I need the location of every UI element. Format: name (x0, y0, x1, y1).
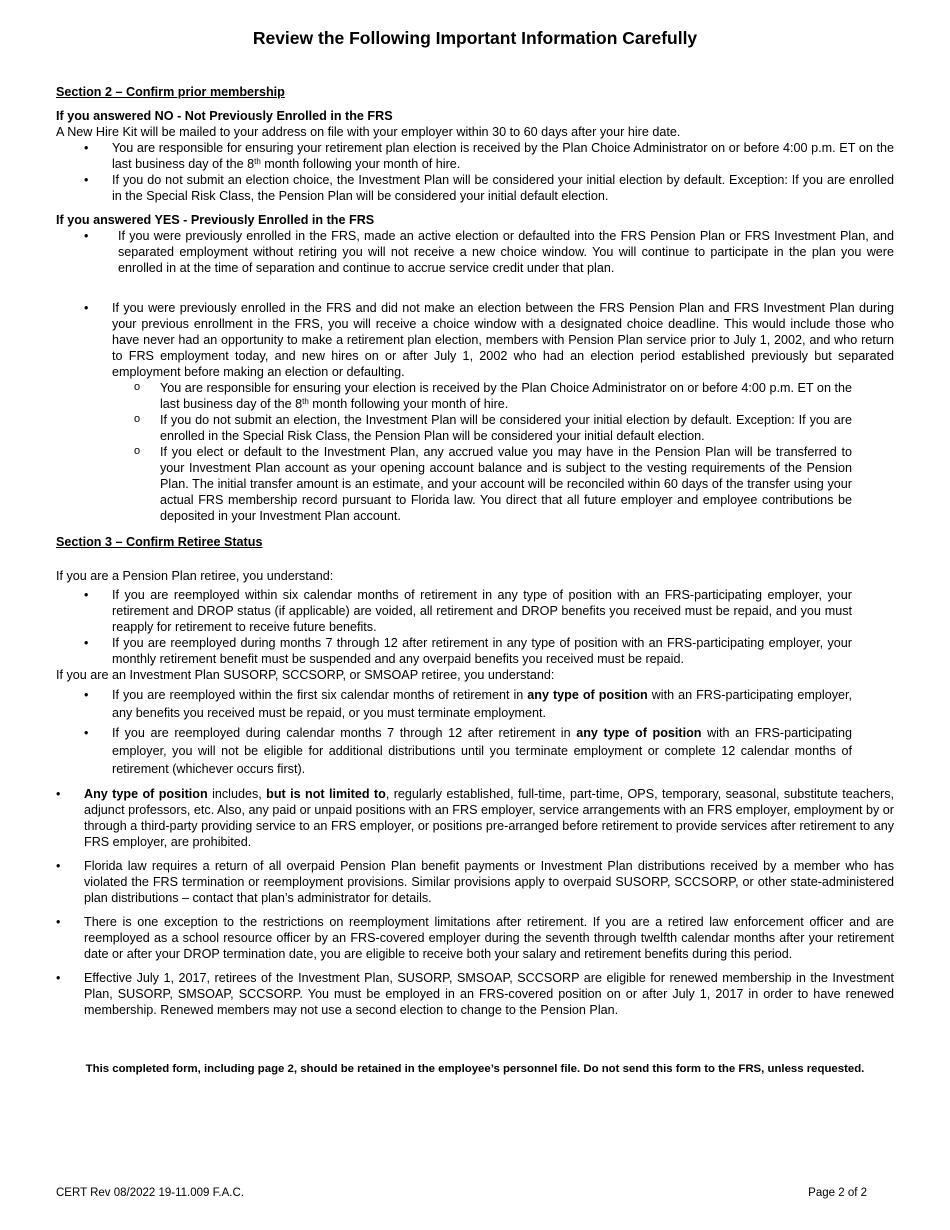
list-item: • Effective July 1, 2017, retirees of the Investment Plan, SUSORP, SMSOAP, SCCSORP are eligible for renewed membership in the Investment Plan, SUSORP, SMSOAP, SCCSORP. You must be employed in an FRS-covered position on or after July 1, 2017 in order to have renewed membership. Renewed members may not use a second election to change to the Pension Plan. (56, 970, 894, 1018)
list-item: • If you are reemployed during months 7 through 12 after retirement in any type of position with an FRS-participating employer, your monthly retirement benefit must be suspended and any overpaid benefits you received must be repaid. (56, 635, 852, 667)
list-item: • Any type of position includes, but is not limited to, regularly established, full-time, part-time, OPS, temporary, seasonal, substitute teachers, adjunct professors, etc. Also, any paid or unpaid positions with an FRS employer, service arrangements with an FRS employer, employment by or through a third-party providing service to an FRS employer, or positions pre-arranged before retirement to provide services after retirement to any FRS employer, are prohibited. (56, 786, 894, 850)
list-item: • There is one exception to the restrictions on reemployment limitations after retirement. If you are a retired law enforcement officer and are reemployed as a school resource officer by an FRS-covered employer during the seventh through twelfth calendar months after your retirement date or after your DROP termination date, you are eligible to receive both your salary and retirement benefits during this period. (56, 914, 894, 962)
new-hire-kit-text: A New Hire Kit will be mailed to your address on file with your employer within 30 to 60 days after your hire date. (56, 125, 681, 139)
pension-retiree-intro: If you are a Pension Plan retiree, you understand: (56, 569, 334, 583)
section-2-heading: Section 2 – Confirm prior membership (56, 85, 285, 99)
list-item: • If you are reemployed within the first six calendar months of retirement in any type of position with an FRS-participating employer, any benefits you received must be repaid, or you must terminate employment. (56, 686, 852, 722)
section-3-heading: Section 3 – Confirm Retiree Status (56, 535, 263, 549)
list-item: • If you are reemployed within six calendar months of retirement in any type of position with an FRS-participating employer, your retirement and DROP status (if applicable) are voided, all retirement and DROP benefits you received must be repaid, and you must reapply for retirement to receive future benefits. (56, 587, 852, 635)
yes-enrolled-list-a (56, 228, 894, 276)
no-enrolled-heading: If you answered NO - Not Previously Enrolled in the FRS (56, 109, 393, 123)
list-item: • You are responsible for ensuring your retirement plan election is received by the Plan Choice Administrator on or before 4:00 p.m. ET on the last business day of the 8th month following your month of hire. (56, 140, 894, 172)
no-enrolled-list (56, 140, 894, 204)
pension-retiree-list (56, 587, 852, 667)
page-title: Review the Following Important Information Carefully (252, 28, 698, 48)
general-provisions-list (56, 786, 894, 1018)
page-number: Page 2 of 2 (808, 1187, 867, 1199)
yes-enrolled-heading: If you answered YES - Previously Enrolled in the FRS (56, 213, 375, 227)
investment-retiree-intro: If you are an Investment Plan SUSORP, SCCSORP, or SMSOAP retiree, you understand: (56, 668, 555, 682)
yes-enrolled-sublist (56, 380, 852, 524)
list-item: • If you do not submit an election choice, the Investment Plan will be considered your initial election by default. Exception: If you are enrolled in the Special Risk Class, the Pension Plan will be considered your initial default election. (56, 172, 894, 204)
document-body (56, 84, 894, 1026)
investment-retiree-list (56, 686, 852, 778)
list-item: • If you were previously enrolled in the FRS and did not make an election between the FRS Pension Plan and FRS Investment Plan during your previous enrollment in the FRS, you will receive a choice window with a designated choice deadline. This would include those who have never had an opportunity to make a retirement plan election, members with Pension Plan service prior to July 1, 2002, and who return to FRS employment today, and new hires on or after July 1, 2002 who had an election period established previously but separated employment before making an election or defaulting. (56, 300, 894, 380)
sublist-item: o If you elect or default to the Investment Plan, any accrued value you may have in the Pension Plan will be transferred to your Investment Plan account as your opening account balance and is subject to the vesting requirements of the Pension Plan. The initial transfer amount is an estimate, and your account will be reconciled within 60 days of the transfer using your actual FRS membership record pursuant to Florida law. You direct that all future employer and employee contributions be deposited in your Investment Plan account. (56, 444, 852, 524)
retention-note: This completed form, including page 2, should be retained in the employee’s personnel file. Do not send this form to the FRS, unless requested. (85, 1063, 865, 1075)
list-item: • If you were previously enrolled in the FRS, made an active election or defaulted into the FRS Pension Plan or FRS Investment Plan, and separated employment without retiring you will not receive a new choice window. You will continue to participate in the plan you were enrolled in at the time of separation and continue to accrue service credit under that plan. (56, 228, 894, 276)
form-identifier: CERT Rev 08/2022 19-11.009 F.A.C. (56, 1187, 244, 1199)
list-item: • If you are reemployed during calendar months 7 through 12 after retirement in any type of position with an FRS-participating employer, you will not be eligible for additional distributions until you terminate employment or complete 12 calendar months of retirement (whichever occurs first). (56, 724, 852, 778)
yes-enrolled-list-b (56, 300, 894, 380)
sublist-item: o If you do not submit an election, the Investment Plan will be considered your initial election by default. Exception: If you are enrolled in the Special Risk Class, the Pension Plan will be considered your initial default election. (56, 412, 852, 444)
list-item: • Florida law requires a return of all overpaid Pension Plan benefit payments or Investment Plan distributions received by a member who has violated the FRS termination or reemployment provisions. Similar provisions apply to overpaid SUSORP, SCCSORP, or other state-administered plan distributions – contact that plan’s administrator for details. (56, 858, 894, 906)
sublist-item: o You are responsible for ensuring your election is received by the Plan Choice Administrator on or before 4:00 p.m. ET on the last business day of the 8th month following your month of hire. (56, 380, 852, 412)
